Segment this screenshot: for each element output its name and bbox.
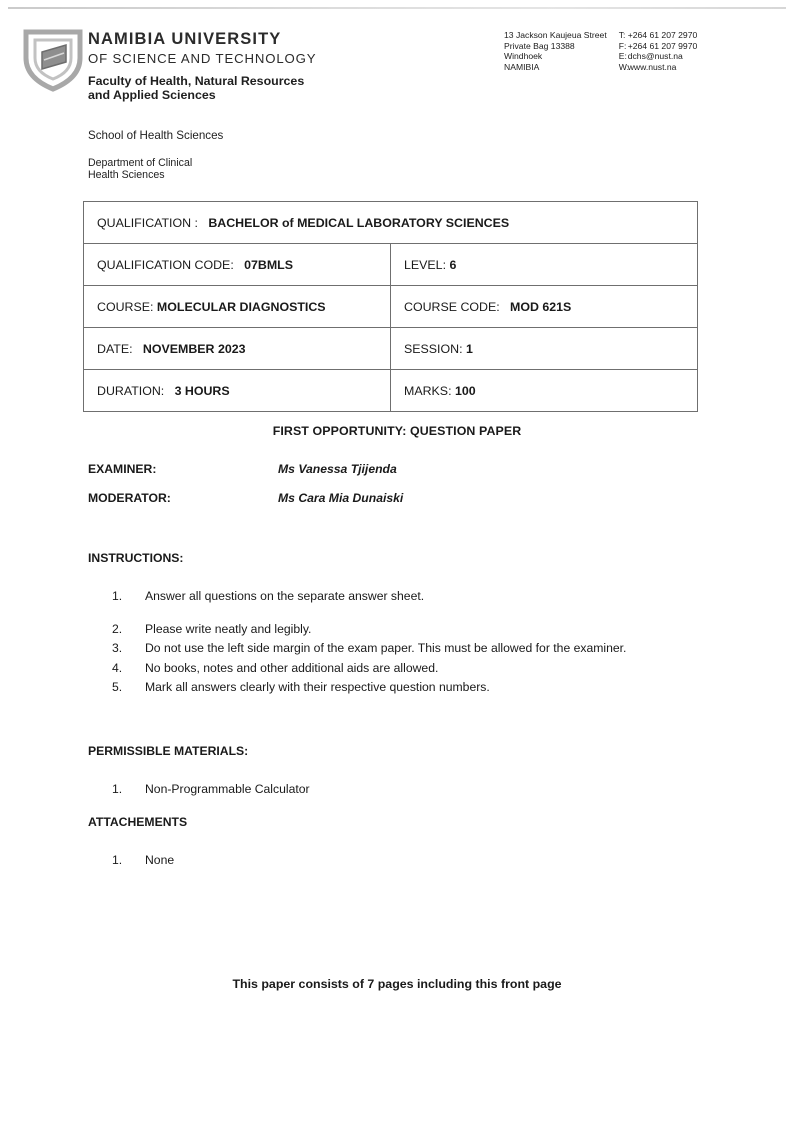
qualification-label: QUALIFICATION : (97, 215, 198, 230)
qualification-code-value: 07BMLS (244, 257, 293, 272)
cell-level (391, 244, 698, 286)
list-item (110, 851, 690, 870)
list-item-number: 1. (112, 853, 123, 867)
moderator-row (88, 491, 708, 520)
date-value: NOVEMBER 2023 (142, 341, 246, 356)
table-row (84, 328, 698, 370)
permissible-materials-list (110, 780, 690, 799)
list-item-number: 1. (112, 589, 123, 603)
list-item (110, 587, 690, 606)
table-row (84, 370, 698, 412)
examiner-row (88, 462, 708, 491)
instructions-list (110, 587, 690, 698)
level-label: LEVEL: (404, 257, 447, 272)
list-item-text: No books, notes and other additional aids are allowed. (145, 660, 439, 675)
contact-details (504, 30, 697, 72)
institution-name-line2: OF SCIENCE AND TECHNOLOGY (88, 51, 317, 66)
cell-date (84, 328, 391, 370)
institution-name-line1: NAMIBIA UNIVERSITY (88, 30, 282, 48)
cell-course-code (391, 286, 698, 328)
address-line1: 13 Jackson Kaujeua Street (504, 30, 607, 40)
list-item-number: 2. (112, 621, 123, 636)
session-value: 1 (465, 341, 473, 356)
cell-course (84, 286, 391, 328)
address-line3: Windhoek (504, 51, 543, 62)
list-item-text: None (145, 853, 175, 867)
list-item (110, 780, 690, 799)
duration-value: 3 HOURS (174, 383, 230, 398)
list-item (110, 620, 690, 639)
examiner-label: EXAMINER: (88, 462, 157, 476)
list-item (110, 659, 690, 678)
course-value: MOLECULAR DIAGNOSTICS (156, 299, 326, 314)
contact-tel (619, 30, 698, 41)
department-name (88, 157, 192, 182)
tel-label: T: (618, 30, 626, 40)
instructions-heading: INSTRUCTIONS: (88, 551, 184, 565)
opportunity-title: FIRST OPPORTUNITY: QUESTION PAPER (272, 424, 522, 438)
course-code-value: MOD 621S (510, 299, 572, 314)
table-row (84, 286, 698, 328)
department-line1: Department of Clinical (88, 157, 193, 169)
examiner-moderator-block (88, 462, 708, 520)
page-count-note-text: This paper consists of 7 pages including this front page (232, 977, 562, 991)
faculty-name: Faculty of Health, Natural Resources and Applied Sciences (88, 74, 305, 103)
list-item-number: 4. (112, 660, 123, 675)
session-label: SESSION: (404, 341, 463, 356)
department-line2: Health Sciences (88, 169, 165, 182)
contact-email (619, 51, 698, 62)
moderator-name: Ms Cara Mia Dunaiski (278, 491, 404, 505)
duration-label: DURATION: (97, 383, 165, 398)
marks-label: MARKS: (404, 383, 452, 398)
cell-duration (84, 370, 391, 412)
list-item-number: 5. (112, 680, 123, 695)
cell-qualification-code (84, 244, 391, 286)
attachements-heading: ATTACHEMENTS (88, 815, 188, 829)
school-name: School of Health Sciences (88, 129, 224, 142)
page-count-note (0, 977, 794, 991)
list-item-text: Non-Programmable Calculator (145, 782, 310, 796)
list-item-text: Mark all answers clearly with their respective question numbers. (145, 680, 490, 695)
page-header (0, 26, 794, 196)
level-value: 6 (449, 257, 457, 272)
web-value: www.nust.na (627, 61, 677, 72)
list-item-number: 3. (112, 641, 123, 656)
course-label: COURSE: (97, 299, 154, 314)
qualification-value: BACHELOR of MEDICAL LABORATORY SCIENCES (208, 215, 510, 230)
address-line2: Private Bag 13388 (504, 40, 575, 51)
list-item-text: Answer all questions on the separate answer sheet. (145, 589, 425, 603)
table-row (84, 202, 698, 244)
date-label: DATE: (97, 341, 133, 356)
nust-shield-logo-icon (22, 28, 84, 92)
fax-label: F: (618, 40, 627, 51)
tel-value: +264 61 207 2970 (627, 30, 698, 40)
list-item (110, 639, 690, 658)
institution-name (88, 30, 316, 66)
fax-value: +264 61 207 9970 (627, 40, 698, 51)
address-line4: NAMIBIA (504, 61, 540, 72)
cell-session (391, 328, 698, 370)
cell-marks (391, 370, 698, 412)
qualification-code-label: QUALIFICATION CODE: (97, 257, 234, 272)
web-label: W: (618, 61, 630, 72)
qualification-table (83, 201, 698, 412)
marks-value: 100 (454, 383, 476, 398)
contact-fax (619, 41, 698, 52)
table-row (84, 244, 698, 286)
contact-channels (619, 30, 698, 72)
cell-qualification (84, 202, 698, 244)
contact-address (504, 30, 607, 72)
email-label: E: (618, 51, 627, 62)
examiner-name: Ms Vanessa Tjijenda (278, 462, 397, 476)
scan-edge-artifact (8, 7, 786, 9)
list-item-text: Please write neatly and legibly. (145, 621, 312, 636)
contact-web (619, 62, 698, 73)
email-value: dchs@nust.na (627, 51, 683, 62)
list-item-text: Do not use the left side margin of the exam paper. This must be allowed for the examiner. (145, 641, 627, 656)
list-item (110, 678, 690, 697)
course-code-label: COURSE CODE: (404, 299, 500, 314)
list-item-number: 1. (112, 782, 123, 796)
permissible-materials-heading: PERMISSIBLE MATERIALS: (88, 744, 249, 758)
moderator-label: MODERATOR: (88, 491, 171, 505)
attachements-list (110, 851, 690, 870)
